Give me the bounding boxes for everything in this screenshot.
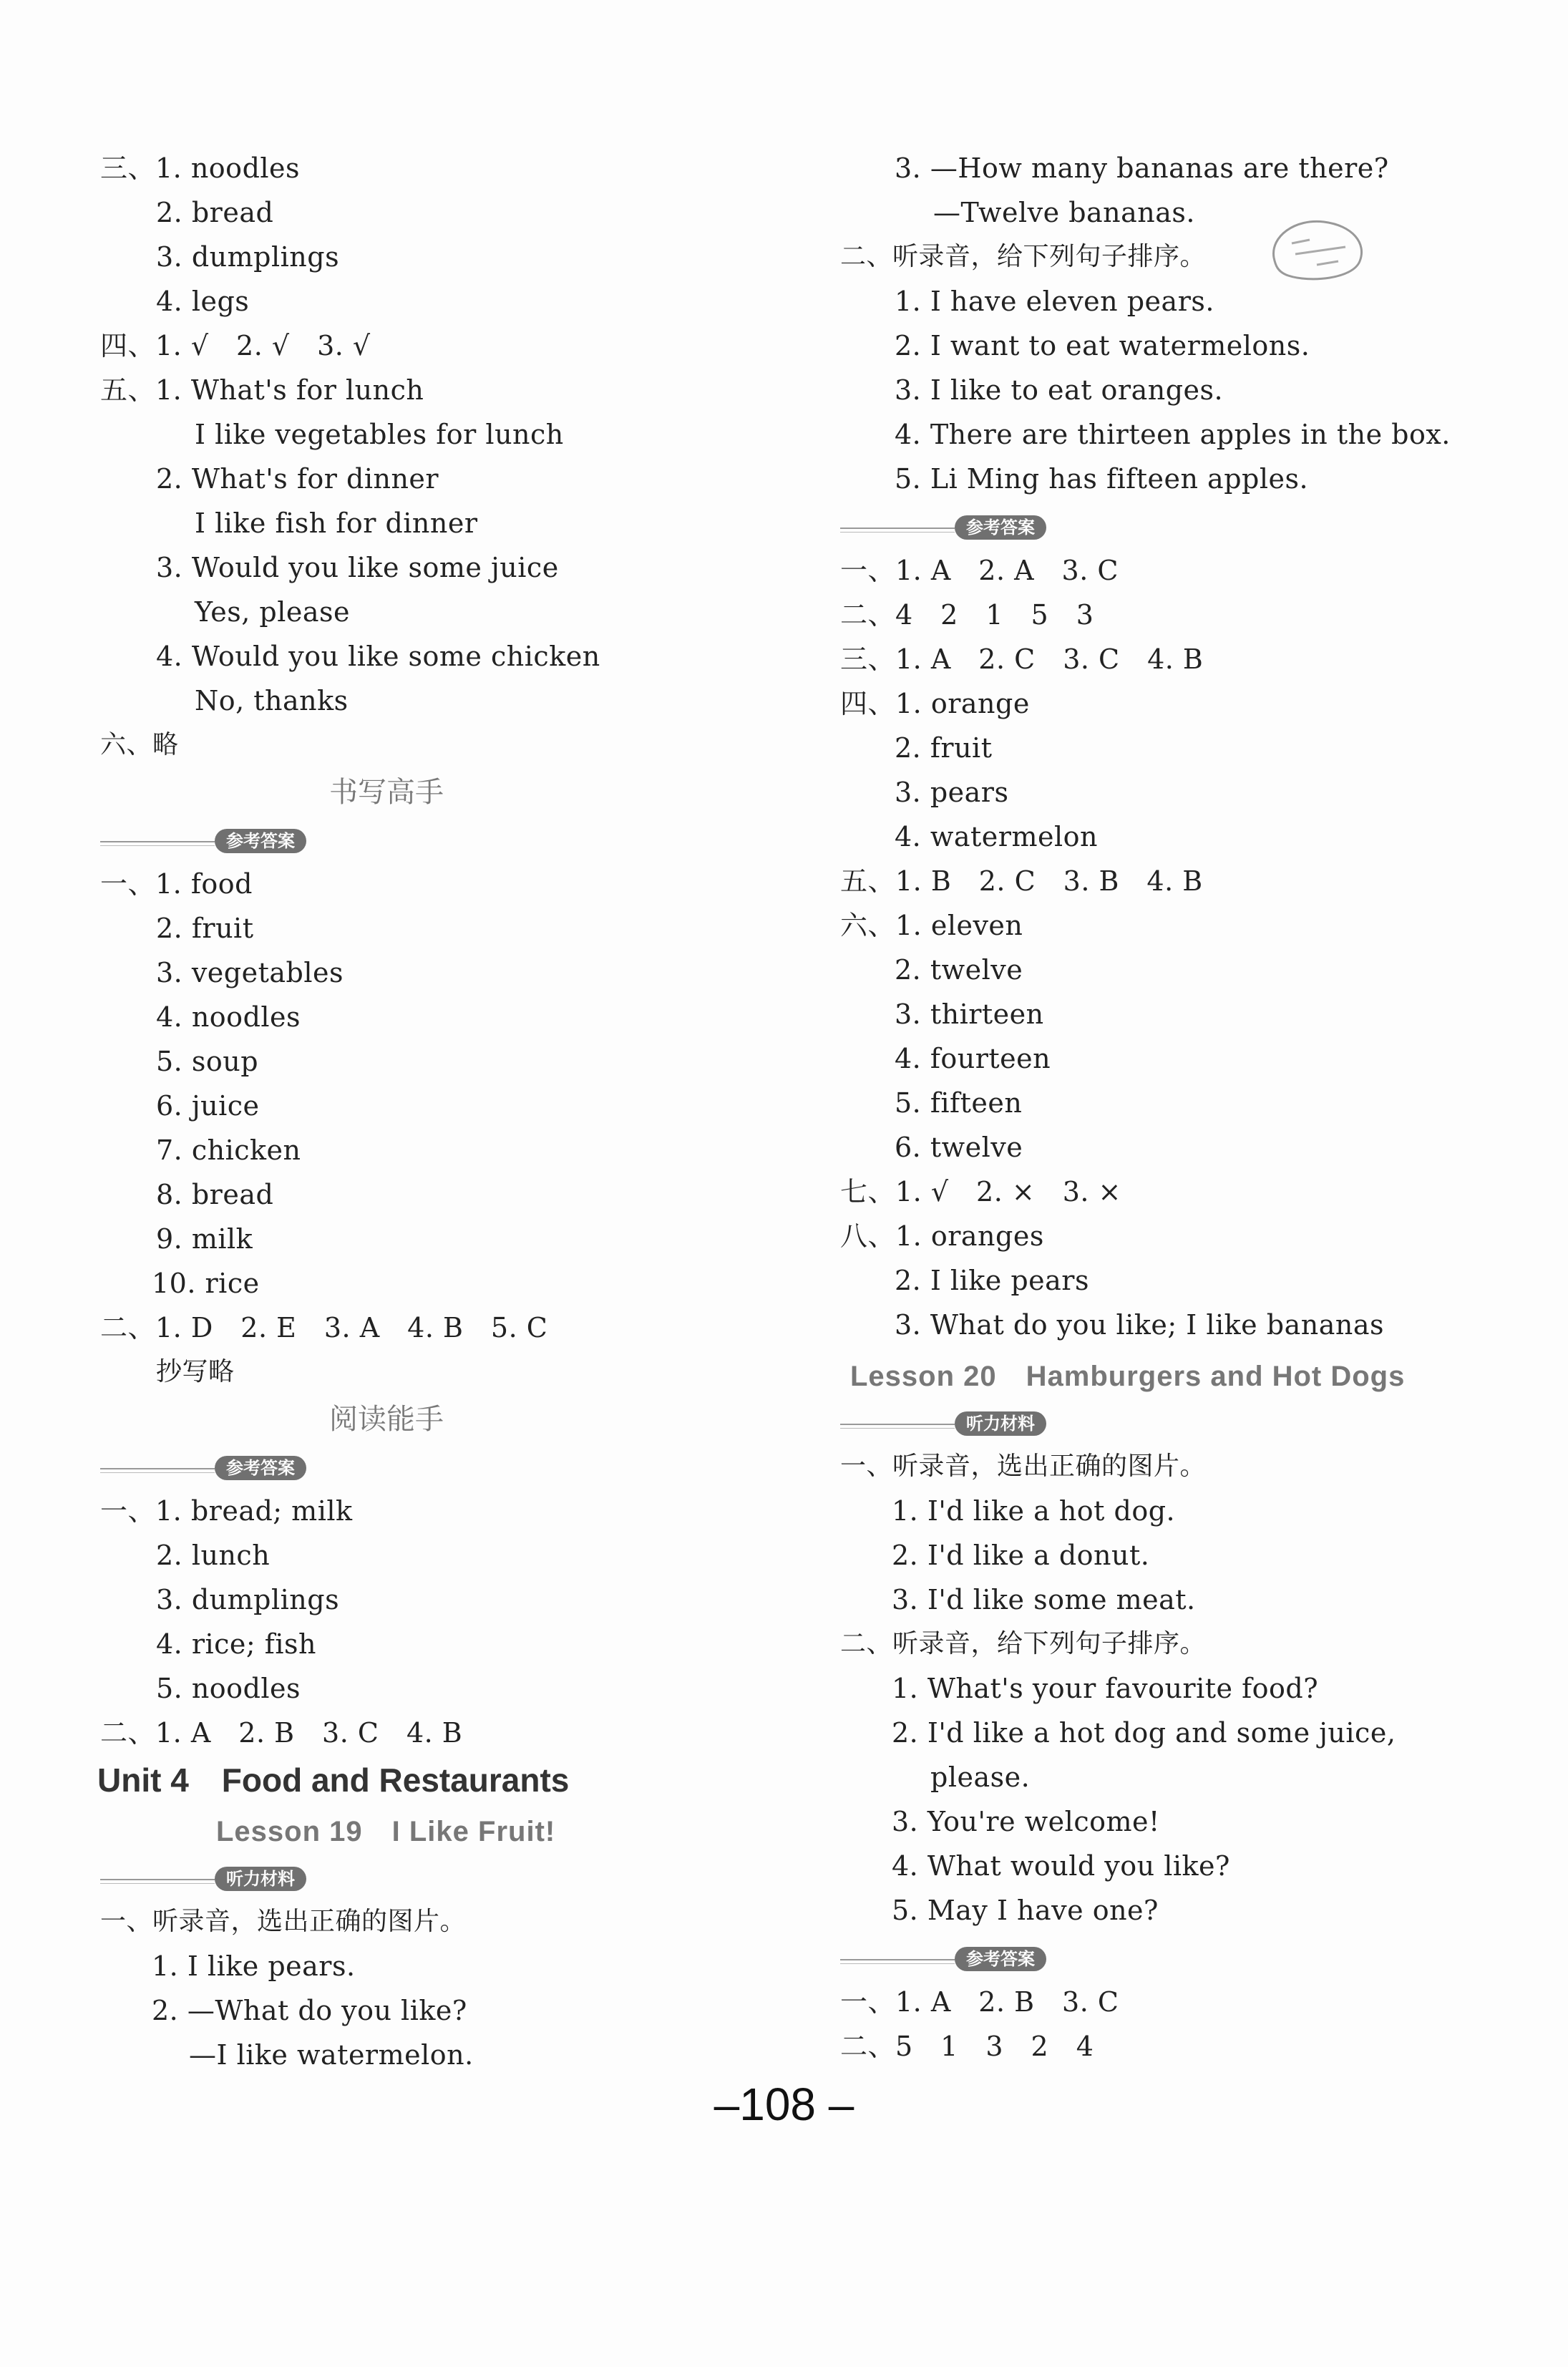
answer-line: 5. Li Ming has fifteen apples. [895,463,1309,495]
answer-line: 3. Would you like some juice [156,552,559,583]
answer-line: 八、1. oranges [840,1220,1044,1252]
answer-line: 3. dumplings [156,1584,340,1615]
question-title: 一、听录音，选出正确的图片。 [840,1452,1207,1481]
answer-line: 5. May I have one? [892,1895,1159,1926]
question-title: 二、听录音，给下列句子排序。 [840,1629,1207,1658]
answer-line: 4. rice; fish [156,1628,316,1660]
answer-line: 1. I'd like a hot dog. [892,1495,1176,1527]
answer-line: 2. I want to eat watermelons. [895,330,1310,361]
answer-line: 5. soup [156,1046,259,1077]
answer-line: 三、1. A 2. C 3. C 4. B [840,643,1204,675]
answer-line: 3. —How many bananas are there? [895,152,1389,184]
badge-rule [840,528,955,529]
listening-badge: 听力材料 [955,1411,1046,1436]
unit-title: Unit 4 Food and Restaurants [97,1761,570,1799]
answer-line: 4. noodles [156,1001,301,1033]
section-heading: 书写高手 [329,776,444,809]
answer-line: 2. lunch [156,1540,271,1571]
page-number: –108 – [714,2079,854,2130]
answer-line: 10. rice [152,1268,260,1299]
answer-line: 四、1. √ 2. √ 3. √ [100,330,371,361]
answer-line: 4. watermelon [895,821,1098,852]
answer-line: 1. I like pears. [152,1950,356,1982]
listening-badge: 听力材料 [215,1867,306,1891]
answer-line: 7. chicken [156,1134,301,1166]
answer-line: 3. pears [895,777,1009,808]
answer-line: 2. bread [156,197,274,228]
answer-line: 9. milk [156,1223,253,1255]
answer-line: 一、1. A 2. B 3. C [840,1986,1119,2018]
answer-line: —I like watermelon. [189,2039,474,2071]
answer-line: 4. There are thirteen apples in the box. [895,419,1451,450]
answer-line: 6. juice [156,1090,260,1122]
answer-badge: 参考答案 [955,1947,1046,1971]
answer-line: 四、1. orange [840,688,1030,719]
answer-line: 2. fruit [156,913,254,944]
answer-line: 二、5 1 3 2 4 [840,2031,1094,2062]
answer-line: 3. vegetables [156,957,344,988]
answer-line: 二、1. D 2. E 3. A 4. B 5. C [100,1312,548,1343]
answer-line: No, thanks [195,685,349,716]
answer-line: 2. What's for dinner [156,463,439,495]
answer-line: 8. bread [156,1179,274,1210]
answer-badge: 参考答案 [955,515,1046,540]
answer-line: 二、1. A 2. B 3. C 4. B [100,1717,463,1749]
answer-line: 五、1. What's for lunch [100,374,424,406]
answer-line: 2. I'd like a donut. [892,1540,1150,1571]
answer-line: Yes, please [195,596,351,628]
badge-rule [100,1468,215,1469]
answer-line: 六、1. eleven [840,910,1023,941]
answer-line: I like vegetables for lunch [195,419,564,450]
answer-line: I like fish for dinner [195,507,478,539]
lesson-title: Lesson 20 Hamburgers and Hot Dogs [850,1361,1406,1392]
answer-line: please. [930,1761,1031,1793]
answer-line: 3. dumplings [156,241,340,273]
answer-line: 6. twelve [895,1132,1023,1163]
answer-line: 4. Would you like some chicken [156,641,600,672]
answer-line: 二、4 2 1 5 3 [840,599,1094,631]
answer-line: 1. I have eleven pears. [895,286,1214,317]
answer-line: 5. fifteen [895,1087,1023,1119]
badge-rule [100,841,215,842]
answer-line: 3. I'd like some meat. [892,1584,1196,1615]
badge-rule [840,1424,955,1425]
answer-line: 三、1. noodles [100,152,301,184]
stamp-icon [1267,215,1367,286]
answer-line: 2. twelve [895,954,1023,986]
answer-line: 3. I like to eat oranges. [895,374,1224,406]
answer-line: 2. fruit [895,732,993,764]
answer-line: 一、1. food [100,868,253,900]
answer-line: 4. fourteen [895,1043,1051,1074]
answer-line: 3. You're welcome! [892,1806,1160,1837]
answer-line: 2. I'd like a hot dog and some juice, [892,1717,1396,1749]
answer-line: 4. What would you like? [892,1850,1230,1882]
lesson-title: Lesson 19 I Like Fruit! [216,1816,556,1847]
answer-line: 2. —What do you like? [152,1995,467,2026]
answer-line: 3. thirteen [895,998,1044,1030]
question-title: 二、听录音，给下列句子排序。 [840,242,1207,271]
answer-badge: 参考答案 [215,829,306,853]
answer-line: 3. What do you like; I like bananas [895,1309,1384,1341]
answer-line: 七、1. √ 2. × 3. × [840,1176,1121,1207]
answer-line: 五、1. B 2. C 3. B 4. B [840,865,1203,897]
question-title: 一、听录音，选出正确的图片。 [100,1907,467,1936]
answer-line: 1. What's your favourite food? [892,1673,1319,1704]
answer-line: 5. noodles [156,1673,301,1704]
badge-rule [840,1959,955,1960]
answer-line: 六、略 [100,730,179,759]
answer-badge: 参考答案 [215,1456,306,1480]
badge-rule [100,1879,215,1880]
answer-line: 4. legs [156,286,250,317]
answer-line: 一、1. A 2. A 3. C [840,555,1119,586]
answer-line: —Twelve bananas. [933,197,1196,228]
section-heading: 阅读能手 [329,1403,444,1436]
answer-line: 抄写略 [156,1357,235,1386]
answer-line: 2. I like pears [895,1265,1089,1296]
answer-line: 一、1. bread; milk [100,1495,353,1527]
